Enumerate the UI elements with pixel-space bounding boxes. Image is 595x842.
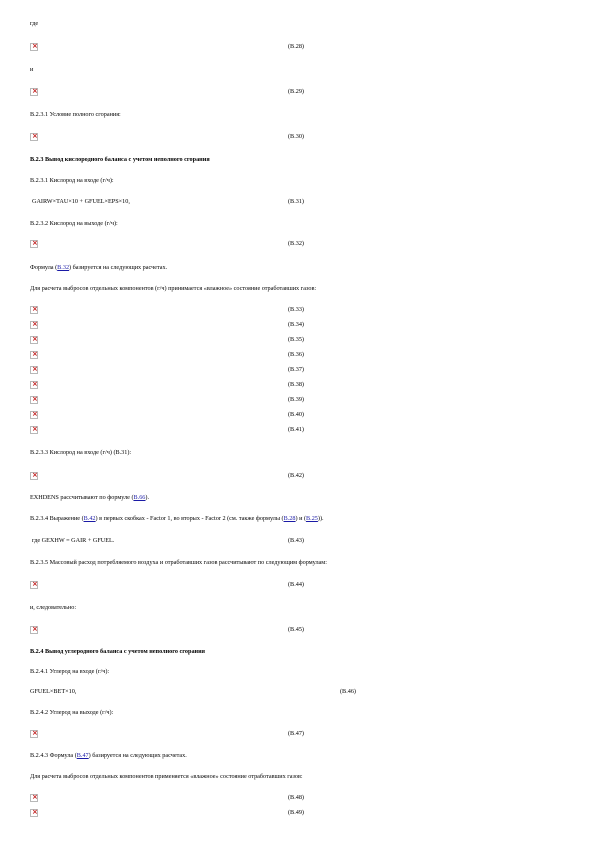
equation-number: (В.46) xyxy=(340,688,356,695)
link-b42[interactable]: В.42 xyxy=(83,515,96,522)
link-b28[interactable]: В.28 xyxy=(283,515,296,522)
equation-b46 xyxy=(0,688,595,698)
link-b66[interactable]: В.66 xyxy=(133,494,146,501)
paragraph-exhdens xyxy=(30,494,149,502)
equation-b48 xyxy=(0,794,595,804)
equation-number: (В.35) xyxy=(288,336,304,343)
equation-number: (В.33) xyxy=(288,306,304,313)
broken-image-icon xyxy=(30,366,38,374)
text-fragment: ) базируется на следующих расчетах. xyxy=(69,264,168,271)
equation-b45 xyxy=(0,626,595,636)
text-fragment: В.2.3.4 Выражение ( xyxy=(30,515,84,522)
broken-image-icon xyxy=(30,426,38,434)
equation-number: (В.43) xyxy=(288,537,304,544)
broken-image-icon xyxy=(30,626,38,634)
equation-b30 xyxy=(0,133,595,143)
equation-b49 xyxy=(0,809,595,819)
broken-image-icon xyxy=(30,306,38,314)
equation-b47 xyxy=(0,730,595,740)
equation-number: (В.47) xyxy=(288,730,304,737)
equation-number: (В.45) xyxy=(288,626,304,633)
equation-b39 xyxy=(0,396,595,406)
broken-image-icon xyxy=(30,336,38,344)
broken-image-icon xyxy=(30,396,38,404)
equation-b42 xyxy=(0,472,595,482)
equation-b37 xyxy=(0,366,595,376)
equation-b31 xyxy=(0,198,595,208)
paragraph-wet-state-2: Для расчета выбросов отдельных компонентов применяется «влажное» состояние отработавших газов: xyxy=(30,773,303,780)
equation-b33 xyxy=(0,306,595,316)
formula-text: где GEXHW = GAIR + GFUEL. xyxy=(32,537,115,544)
equation-b29 xyxy=(0,88,595,98)
broken-image-icon xyxy=(30,43,38,51)
equation-number: (В.31) xyxy=(288,198,304,205)
broken-image-icon xyxy=(30,381,38,389)
link-b32[interactable]: В.32 xyxy=(57,264,70,271)
equation-number: (В.36) xyxy=(288,351,304,358)
equation-b34 xyxy=(0,321,595,331)
section-b243 xyxy=(30,752,187,760)
broken-image-icon xyxy=(30,794,38,802)
text-fragment: Формула ( xyxy=(30,264,58,271)
broken-image-icon xyxy=(30,321,38,329)
broken-image-icon xyxy=(30,133,38,141)
equation-number: (В.48) xyxy=(288,794,304,801)
paragraph-calc-basis xyxy=(30,264,167,272)
link-b25[interactable]: В.25 xyxy=(306,515,318,522)
equation-number: (В.38) xyxy=(288,381,304,388)
section-b2321: В.2.3.1 Условие полного сгорания: xyxy=(30,111,121,118)
section-heading-b24: В.2.4 Вывод углеродного баланса с учетом неполного сгорания xyxy=(30,648,206,655)
broken-image-icon xyxy=(30,88,38,96)
equation-number: (В.44) xyxy=(288,581,304,588)
equation-number: (В.39) xyxy=(288,396,304,403)
equation-b35 xyxy=(0,336,595,346)
equation-b28 xyxy=(0,43,595,53)
formula-text: GFUEL×BET×10, xyxy=(30,688,77,695)
broken-image-icon xyxy=(30,581,38,589)
equation-number: (В.49) xyxy=(288,809,304,816)
text-i: и xyxy=(30,66,34,73)
section-b242: В.2.4.2 Углерод на выходе (г/ч): xyxy=(30,709,114,716)
paragraph-wet-state: Для расчета выбросов отдельных компонентов (г/ч) принимается «влажное» состояние отработавших газов: xyxy=(30,285,317,292)
broken-image-icon xyxy=(30,472,38,480)
equation-number: (В.32) xyxy=(288,240,304,247)
text-fragment: ) и ( xyxy=(295,515,307,522)
text-fragment: )). xyxy=(317,515,324,522)
broken-image-icon xyxy=(30,411,38,419)
equation-number: (В.30) xyxy=(288,133,304,140)
text-fragment: ) в первых скобках - Factor 1, во вторых - Factor 2 (см. также формулы ( xyxy=(95,515,284,522)
equation-b41 xyxy=(0,426,595,436)
equation-number: (В.41) xyxy=(288,426,304,433)
section-b2333: В.2.3.3 Кислород на входе (г/ч) (В.31): xyxy=(30,449,132,456)
section-b241: В.2.4.1 Углерод на входе (г/ч): xyxy=(30,668,110,675)
formula-text: GAIRW×TAU×10 + GFUEL×EPS×10, xyxy=(32,198,130,205)
section-b2334 xyxy=(30,515,324,523)
text-gde: где xyxy=(30,20,39,27)
text-sledovatelno: и, следовательно: xyxy=(30,604,77,611)
section-b2332: В.2.3.2 Кислород на выходе (г/ч): xyxy=(30,220,118,227)
equation-number: (В.29) xyxy=(288,88,304,95)
equation-b44 xyxy=(0,581,595,591)
section-heading-b233: В.2.3 Вывод кислородного баланса с учетом неполного сгорания xyxy=(30,156,210,163)
broken-image-icon xyxy=(30,240,38,248)
equation-b32 xyxy=(0,240,595,250)
text-fragment: В.2.4.3 Формула ( xyxy=(30,752,77,759)
broken-image-icon xyxy=(30,351,38,359)
equation-number: (В.40) xyxy=(288,411,304,418)
equation-number: (В.28) xyxy=(288,43,304,50)
equation-number: (В.37) xyxy=(288,366,304,373)
equation-number: (В.34) xyxy=(288,321,304,328)
text-fragment: ). xyxy=(145,494,150,501)
section-b2335: В.2.3.5 Массовый расход потребляемого воздуха и отработавших газов рассчитывают по следующим формулам: xyxy=(30,559,327,566)
equation-b40 xyxy=(0,411,595,421)
equation-b38 xyxy=(0,381,595,391)
text-fragment: ) базируется на следующих расчетах. xyxy=(88,752,187,759)
equation-number: (В.42) xyxy=(288,472,304,479)
broken-image-icon xyxy=(30,730,38,738)
link-b47[interactable]: В.47 xyxy=(76,752,89,759)
equation-b43 xyxy=(0,537,595,547)
text-fragment: EXHDENS рассчитывают по формуле ( xyxy=(30,494,134,501)
section-b2331: В.2.3.1 Кислород на входе (г/ч): xyxy=(30,177,114,184)
equation-b36 xyxy=(0,351,595,361)
broken-image-icon xyxy=(30,809,38,817)
